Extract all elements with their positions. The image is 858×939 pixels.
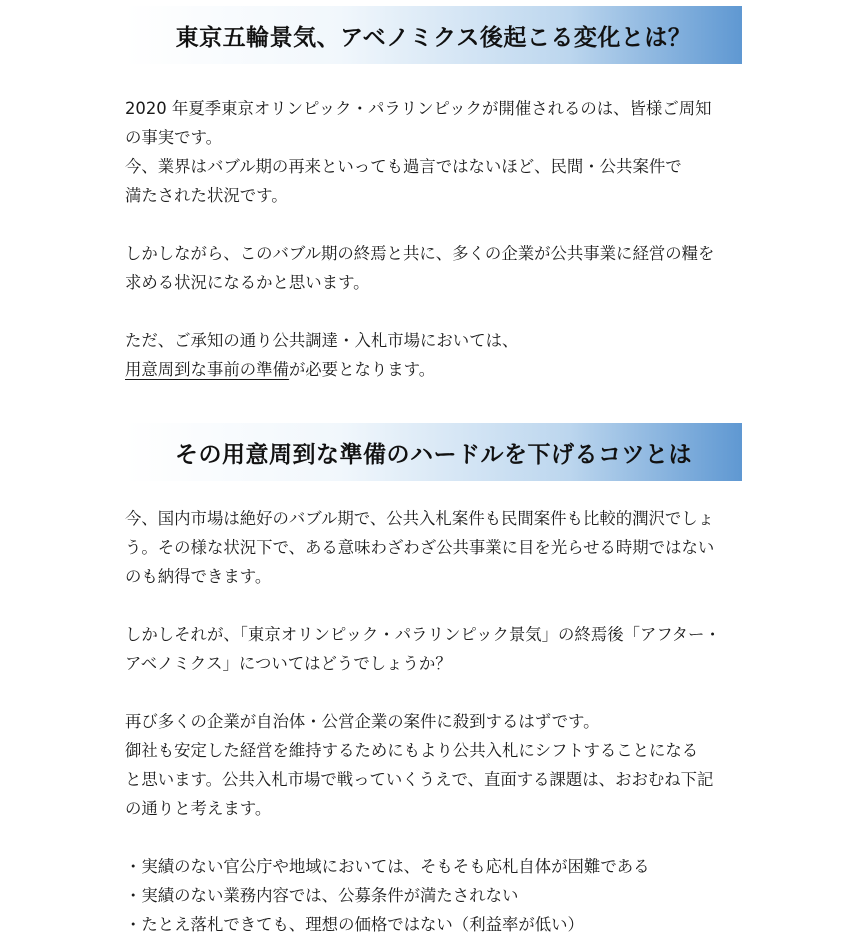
text-line: ただ、ご承知の通り公共調達・入札市場においては、 <box>125 331 519 350</box>
paragraph <box>125 707 755 823</box>
paragraph <box>125 620 755 678</box>
text-line: の事実です。 <box>125 128 223 147</box>
emphasis-underlined: 用意周到な事前の準備 <box>125 360 289 379</box>
text-line: しかしそれが、「東京オリンピック・パラリンピック景気」の終焉後「アフター・ <box>125 625 721 644</box>
text-line: しかしながら、このバブル期の終焉と共に、多くの企業が公共事業に経営の糧を <box>125 244 715 263</box>
text-line: のも納得できます。 <box>125 567 272 586</box>
paragraph <box>125 504 755 591</box>
paragraph <box>125 239 755 297</box>
section-heading-banner <box>125 6 742 64</box>
text-fragment: が必要となります。 <box>288 360 436 379</box>
text-line <box>125 355 755 384</box>
paragraph <box>125 326 755 384</box>
text-line: 2020 年夏季東京オリンピック・パラリンピックが開催されるのは、皆様ご周知 <box>125 99 712 118</box>
text-line: 今、国内市場は絶好のバブル期で、公共入札案件も民間案件も比較的潤沢でしょ <box>125 509 715 528</box>
text-line: 今、業界はバブル期の再来といっても過言ではないほど、民間・公共案件で <box>125 157 682 176</box>
section-body <box>125 504 755 939</box>
text-line: と思います。公共入札市場で戦っていくうえで、直面する課題は、おおむね下記 <box>125 770 714 789</box>
bullet-item: ・実績のない業務内容では、公募条件が満たされない <box>125 886 519 905</box>
bullet-item: ・実績のない官公庁や地域においては、そもそも応札自体が困難である <box>125 857 650 876</box>
section-heading-banner <box>125 423 742 481</box>
text-line: 満たされた状況です。 <box>125 186 288 205</box>
text-line: 求める状況になるかと思います。 <box>125 273 370 292</box>
section-heading: 東京五輪景気、アベノミクス後起こる変化とは？ <box>175 24 692 51</box>
section-heading: その用意周到な準備のハードルを下げるコツとは <box>175 441 692 468</box>
bullet-item: ・たとえ落札できても、理想の価格ではない（利益率が低い） <box>125 915 584 934</box>
text-line: 御社も安定した経営を維持するためにもより公共入札にシフトすることになる <box>125 741 699 760</box>
section-body <box>125 94 755 384</box>
text-line: う。その様な状況下で、ある意味わざわざ公共事業に目を光らせる時期ではない <box>125 538 715 557</box>
bullet-list <box>125 852 755 939</box>
paragraph <box>125 94 755 210</box>
text-line: アベノミクス」についてはどうでしょうか？ <box>125 654 452 673</box>
text-line: 再び多くの企業が自治体・公営企業の案件に殺到するはずです。 <box>125 712 600 731</box>
text-line: の通りと考えます。 <box>125 799 272 818</box>
